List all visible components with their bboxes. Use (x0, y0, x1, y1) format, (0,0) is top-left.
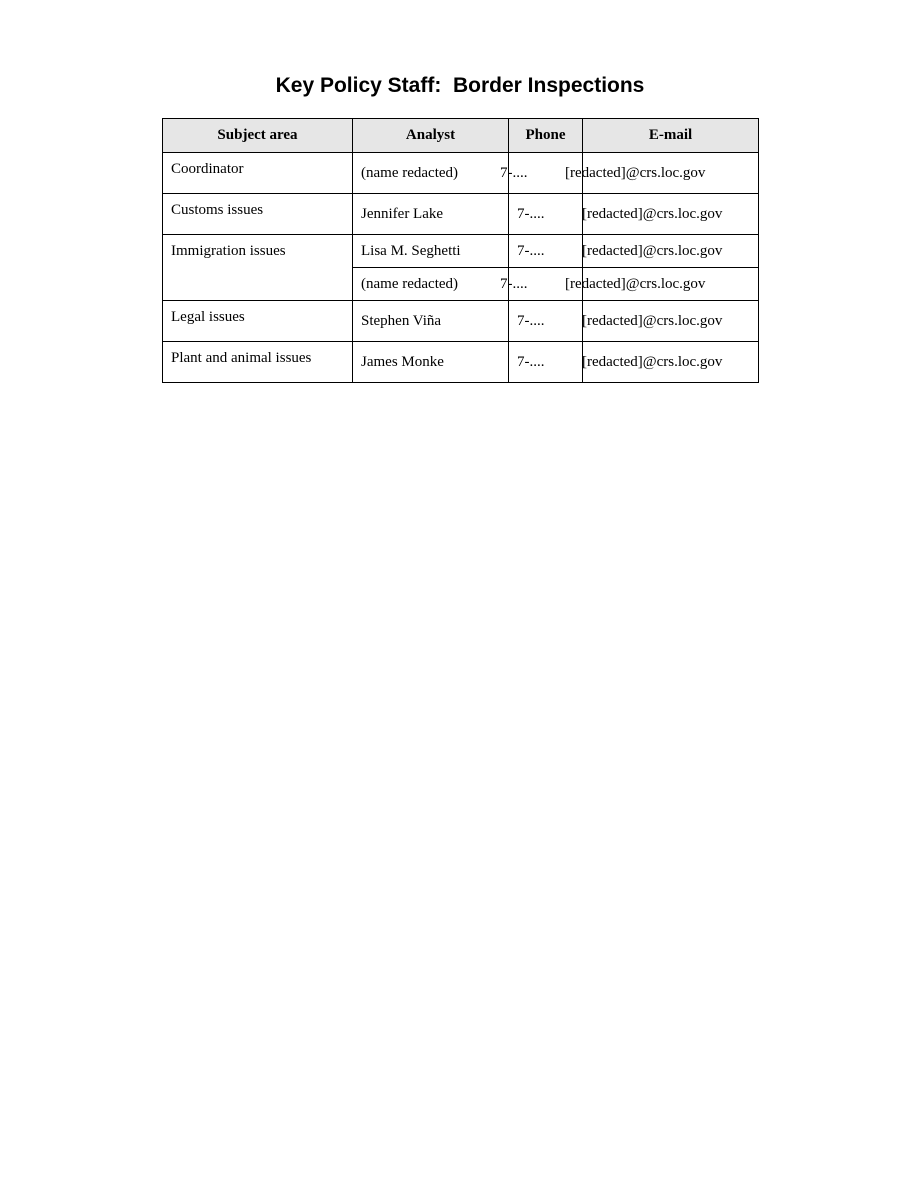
email-cell (565, 268, 759, 301)
phone-cell (509, 342, 583, 383)
table-row (163, 342, 759, 383)
email-value: [redacted]@crs.loc.gov (565, 275, 706, 292)
table-row (163, 153, 759, 194)
analyst-cell: Lisa M. Seghetti (353, 235, 509, 268)
email-value: [redacted]@crs.loc.gov (582, 353, 723, 370)
subject-cell: Customs issues (163, 194, 353, 235)
phone-value: 7-.... (517, 205, 545, 222)
analyst-cell: (name redacted) (353, 268, 509, 301)
table-row (163, 301, 759, 342)
phone-cell (509, 194, 583, 235)
phone-value: 7-.... (517, 242, 545, 259)
email-value: [redacted]@crs.loc.gov (582, 242, 723, 259)
table-row (163, 235, 759, 268)
header-analyst: Analyst (353, 119, 509, 153)
email-cell (583, 301, 759, 342)
phone-cell (509, 235, 583, 268)
table-row (163, 194, 759, 235)
email-cell (583, 235, 759, 268)
analyst-cell: James Monke (353, 342, 509, 383)
phone-cell (509, 301, 583, 342)
header-phone: Phone (509, 119, 583, 153)
email-value: [redacted]@crs.loc.gov (565, 164, 706, 181)
phone-value: 7-.... (517, 312, 545, 329)
email-value: [redacted]@crs.loc.gov (582, 312, 723, 329)
header-email: E-mail (583, 119, 759, 153)
analyst-cell: (name redacted) (353, 153, 509, 194)
subject-cell: Legal issues (163, 301, 353, 342)
subject-cell: Plant and animal issues (163, 342, 353, 383)
phone-value: 7-.... (500, 275, 528, 292)
email-cell (583, 342, 759, 383)
subject-cell: Coordinator (163, 153, 353, 194)
table-header-row (163, 119, 759, 153)
phone-value: 7-.... (500, 164, 528, 181)
subject-cell: Immigration issues (163, 235, 353, 301)
header-subject-area: Subject area (163, 119, 353, 153)
page-title: Key Policy Staff: Border Inspections (275, 74, 645, 97)
email-value: [redacted]@crs.loc.gov (582, 205, 723, 222)
phone-value: 7-.... (517, 353, 545, 370)
staff-table (162, 118, 759, 383)
email-cell (583, 194, 759, 235)
email-cell (565, 153, 759, 194)
analyst-cell: Stephen Viña (353, 301, 509, 342)
analyst-cell: Jennifer Lake (353, 194, 509, 235)
